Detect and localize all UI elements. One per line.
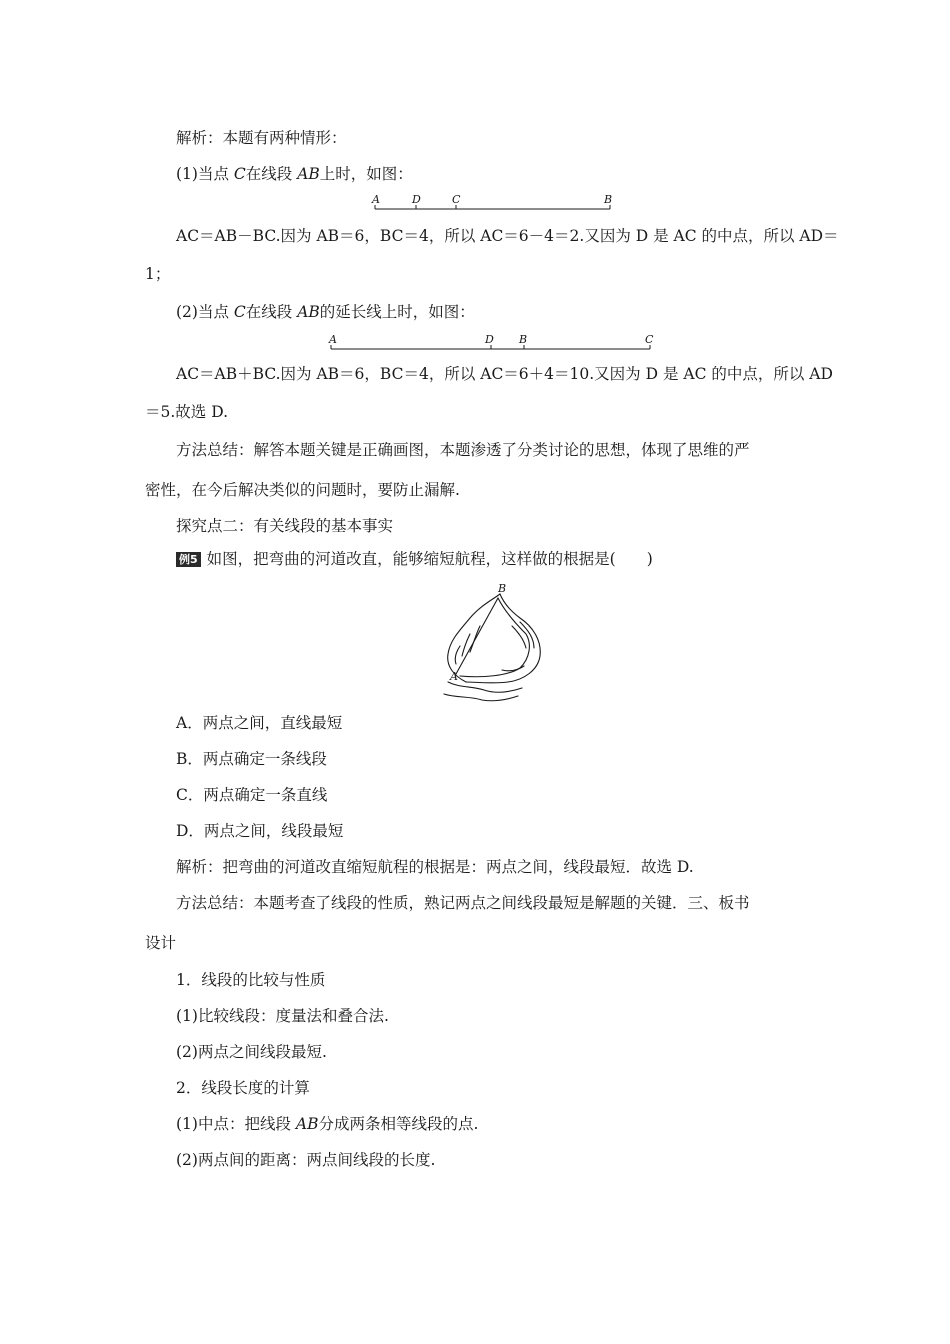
point-b-label: B [498, 582, 507, 595]
example-question: 例5 如图，把弯曲的河道改直，能够缩短航程，这样做的根据是( ) [176, 549, 653, 569]
straight-channel-ab [456, 598, 498, 674]
option-c: C．两点确定一条直线 [176, 786, 328, 804]
option-b: B．两点确定一条线段 [176, 750, 327, 768]
example-analysis: 解析：把弯曲的河道改直缩短航程的根据是：两点之间，线段最短．故选 D. [176, 858, 694, 876]
method-summary-1-line1: 方法总结：解答本题关键是正确画图，本题渗透了分类讨论的思想，体现了思维的严 [176, 441, 750, 459]
section-heading: 探究点二：有关线段的基本事实 [176, 517, 394, 535]
method-summary-2-line2: 设计 [145, 934, 177, 952]
board-item-2: 2．线段长度的计算 [176, 1079, 310, 1097]
river-left-bank [448, 594, 500, 682]
method-summary-1-line2: 密性，在今后解决类似的问题时，要防止漏解. [145, 481, 460, 499]
board-item-2-1: (1)中点：把线段 AB分成两条相等线段的点. [176, 1115, 479, 1133]
board-item-1-1: (1)比较线段：度量法和叠合法. [176, 1007, 389, 1025]
label-c2: C [645, 333, 654, 346]
option-d: D．两点之间，线段最短 [176, 822, 344, 840]
method-summary-2-line1: 方法总结：本题考查了线段的性质，熟记两点之间线段最短是解题的关键．三、板书 [176, 894, 750, 912]
segment-figure-1 [370, 191, 620, 215]
calc1-line1: AC＝AB－BC.因为 AB＝6，BC＝4，所以 AC＝6－4＝2.又因为 D 是 AC 的中点，所以 AD＝ [176, 227, 839, 245]
example-tag: 例5 [176, 552, 201, 567]
case2-text: (2)当点 C在线段 AB的延长线上时，如图： [176, 303, 475, 321]
board-item-1-2: (2)两点之间线段最短. [176, 1043, 327, 1061]
river-inner-curve [460, 598, 529, 677]
point-a-label: A [450, 670, 458, 683]
river-water-lines [444, 682, 522, 701]
label-d2: D [485, 333, 494, 346]
board-item-2-2: (2)两点间的距离：两点间线段的长度. [176, 1151, 436, 1169]
segment-figure-2 [325, 331, 665, 355]
river-figure [440, 582, 552, 707]
analysis-intro: 解析：本题有两种情形： [176, 129, 347, 147]
calc2-line1: AC＝AB＋BC.因为 AB＝6，BC＝4，所以 AC＝6＋4＝10.又因为 D 是 AC 的中点，所以 AD [176, 365, 833, 383]
label-d: D [412, 193, 421, 206]
calc1-line2: 1； [145, 265, 171, 283]
board-item-1: 1．线段的比较与性质 [176, 971, 326, 989]
label-b2: B [519, 333, 528, 346]
calc2-line2: ＝5.故选 D. [145, 403, 229, 421]
label-c: C [452, 193, 461, 206]
option-a: A．两点之间，直线最短 [176, 714, 343, 732]
label-a: A [372, 193, 380, 206]
case1-text: (1)当点 C在线段 AB上时，如图： [176, 165, 413, 183]
label-a2: A [329, 333, 337, 346]
label-b: B [604, 193, 613, 206]
